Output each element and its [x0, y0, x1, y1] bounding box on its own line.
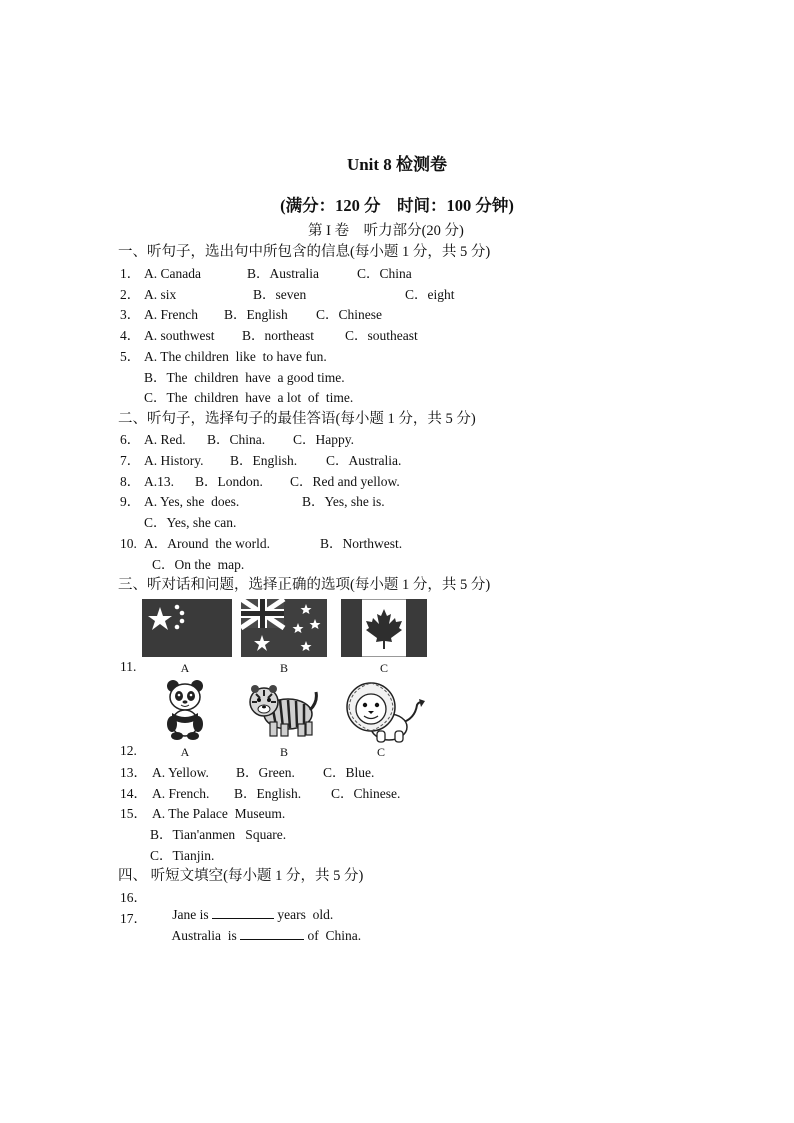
score-time-subtitle: (满分：120 分 时间：100 分钟) [280, 196, 514, 215]
option-b: B．Yes, she is. [302, 494, 385, 509]
sentence-start: Australia is [171, 928, 241, 943]
option-c: C．Australia. [326, 453, 402, 468]
option-b: B．Northwest. [320, 536, 403, 551]
option-b: B．China. [207, 432, 266, 447]
panda-image [160, 677, 210, 741]
section-3-heading: 三、听对话和问题，选择正确的选项(每小题 1 分，共 5 分) [118, 577, 491, 593]
tiger-image [246, 680, 318, 740]
option-a: A. six [144, 287, 177, 302]
option-a: A. southwest [144, 328, 215, 343]
option-c: C．Blue. [323, 765, 375, 780]
question-number: 14． [120, 786, 147, 801]
question-number: 10. [120, 536, 137, 551]
china-flag-image [142, 599, 232, 657]
question-number: 2． [120, 287, 141, 302]
question-number: 16． [120, 890, 147, 905]
option-a: A. Red. [144, 432, 186, 447]
option-c: C．Chinese [316, 307, 382, 322]
option-b: B．English [224, 307, 288, 322]
option-a: A. Yes, she does. [144, 494, 240, 509]
section-1-heading: 一、听句子，选出句中所包含的信息(每小题 1 分，共 5 分) [118, 244, 491, 260]
page-title: Unit 8 检测卷 [346, 155, 448, 174]
option-label-b: B [279, 661, 288, 675]
option-b: B．northeast [242, 328, 314, 343]
question-number: 15． [120, 806, 147, 821]
option-a: A. French [144, 307, 198, 322]
question-number: 4． [120, 328, 141, 343]
question-number: 12. [120, 743, 137, 758]
option-a: A．Around the world. [144, 536, 270, 551]
option-b: B．English. [234, 786, 302, 801]
option-a: A.13. [144, 474, 174, 489]
option-c: C．The children have a lot of time. [144, 390, 354, 405]
option-a: A. The Palace Museum. [152, 806, 286, 821]
option-b: B．Australia [247, 266, 319, 281]
option-c: C．Chinese. [331, 786, 401, 801]
sentence-start: Jane is [172, 907, 212, 922]
australia-flag-image [241, 599, 327, 657]
option-label-a: A [180, 661, 190, 675]
union-jack-icon [241, 599, 284, 628]
question-number: 8． [120, 474, 141, 489]
question-number: 9． [120, 494, 141, 509]
question-number: 6． [120, 432, 141, 447]
option-c: C．Red and yellow. [290, 474, 400, 489]
option-c: C．Tianjin. [150, 848, 215, 863]
option-b: B．The children have a good time. [144, 370, 345, 385]
question-number: 5． [120, 349, 141, 364]
question-number: 17． [120, 911, 147, 926]
option-a: A. Canada [144, 266, 201, 281]
question-number: 11. [120, 659, 137, 674]
option-c: C．Happy. [293, 432, 354, 447]
question-number: 13． [120, 765, 147, 780]
option-label-b: B [279, 745, 288, 759]
option-b: B．English. [230, 453, 298, 468]
option-label-c: C [379, 661, 388, 675]
section-4-heading: 四、 听短文填空(每小题 1 分，共 5 分) [118, 868, 364, 884]
canada-flag-image [341, 599, 427, 657]
option-c: C．China [357, 266, 412, 281]
option-label-a: A [180, 745, 190, 759]
sentence-end: years old. [274, 907, 334, 922]
sentence-end: of China. [304, 928, 362, 943]
question-number: 7． [120, 453, 141, 468]
option-b: B．seven [253, 287, 307, 302]
lion-image [345, 679, 425, 745]
question-number: 3． [120, 307, 141, 322]
option-b: B．Green. [236, 765, 295, 780]
option-a: A. History. [144, 453, 204, 468]
option-a: A. French. [152, 786, 210, 801]
answer-blank[interactable] [240, 927, 304, 940]
option-label-c: C [376, 745, 385, 759]
option-c: C．On the map. [152, 557, 245, 572]
option-a: A. Yellow. [152, 765, 209, 780]
option-c: C．eight [405, 287, 455, 302]
option-c: C．Yes, she can. [144, 515, 237, 530]
option-b: B．Tian'anmen Square. [150, 827, 287, 842]
option-c: C．southeast [345, 328, 418, 343]
question-number: 1． [120, 266, 141, 281]
option-a: A. The children like to have fun. [144, 349, 327, 364]
section-2-heading: 二、听句子，选择句子的最佳答语(每小题 1 分，共 5 分) [118, 411, 476, 427]
part1-heading: 第 I 卷 听力部分(20 分) [308, 223, 464, 239]
option-b: B．London. [195, 474, 263, 489]
